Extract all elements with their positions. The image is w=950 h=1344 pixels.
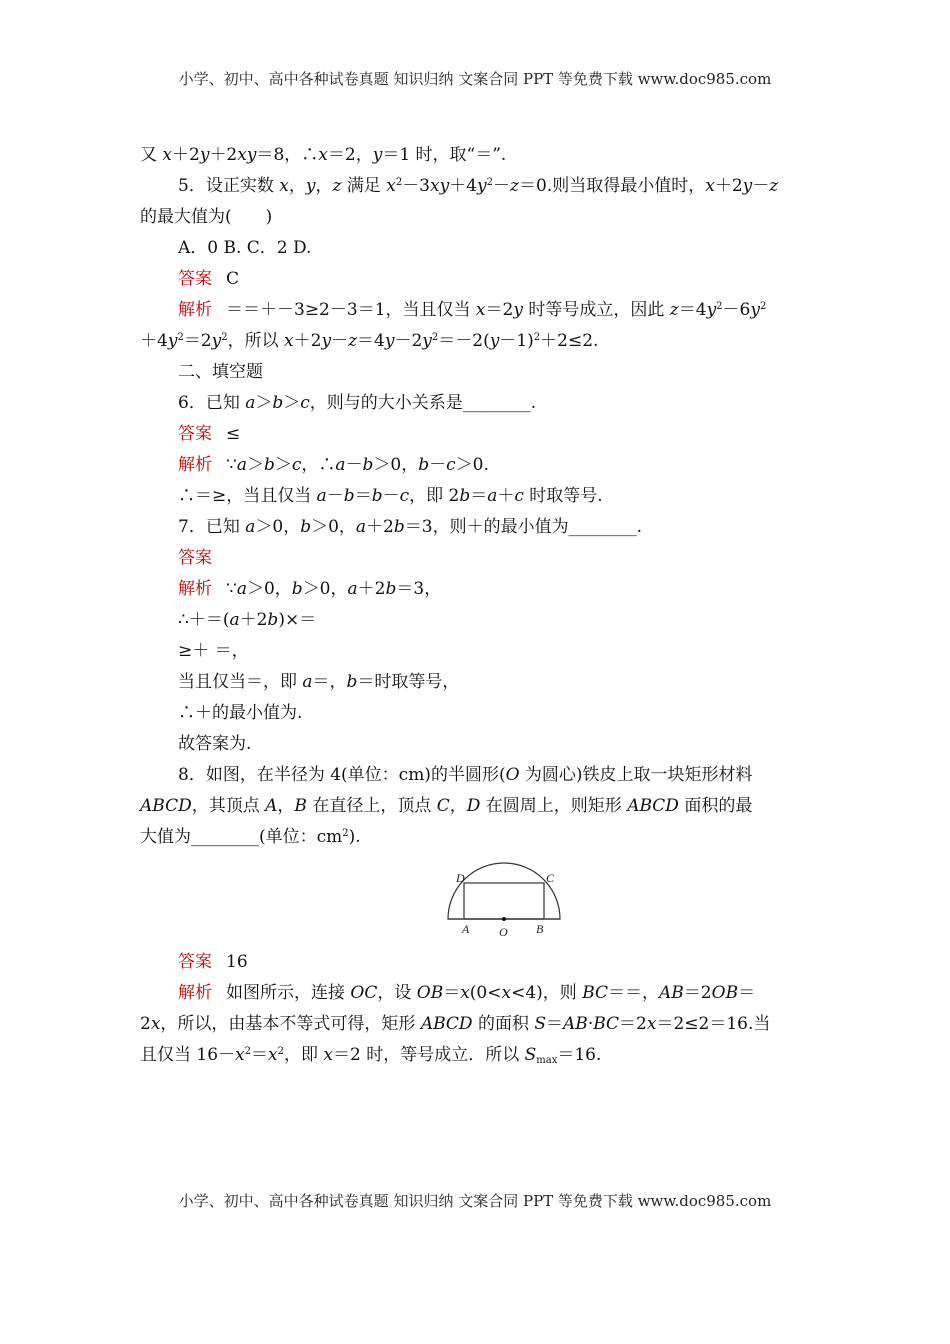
- q5-analysis-line2: $+4y^2=2y^2$，所以 $x+2y-z=4y-2y^2=-2(y-1)^2+2\le 2$.: [140, 331, 599, 351]
- q7-analysis-line4: 当且仅当＝，即 a＝，b＝时取等号，: [178, 672, 460, 692]
- q7-analysis: 解析 ∵a＞0，b＞0，a＋2b＝3，: [178, 579, 442, 599]
- q5-options: A．0 B. C．2 D.: [178, 238, 312, 258]
- semicircle-figure: [140, 861, 812, 941]
- q8-analysis-line3: 且仅当 $16-x^2=x^2$，即 x＝2 时，等号成立．所以 $S_{max}=16$.: [140, 1045, 602, 1066]
- q8-stem: 8．如图，在半径为 4(单位：cm)的半圆形(O 为圆心)铁皮上取一块矩形材料: [178, 765, 753, 785]
- rectangle-abcd: [464, 883, 544, 919]
- answer-tag: 答案: [178, 548, 212, 568]
- q8-stem-line2: ABCD，其顶点 A，B 在直径上，顶点 C，D 在圆周上，则矩形 ABCD 面积的最: [140, 796, 753, 816]
- q7-analysis-line6: 故答案为.: [178, 734, 252, 754]
- semicircle-diagram: [446, 861, 566, 941]
- q6-analysis: 解析 ∵a＞b＞c，∴a－b＞0，b－c＞0.: [178, 455, 489, 475]
- analysis-tag: 解析: [178, 983, 212, 1003]
- q5-stem-line2: 的最大值为( ): [140, 207, 273, 227]
- analysis-tag: 解析: [178, 300, 212, 320]
- q7-answer: [140, 543, 812, 574]
- q7-analysis-line2: ∴＋＝(a＋2b)×＝: [178, 610, 317, 630]
- answer-tag: 答案: [178, 424, 212, 444]
- q6-answer: 答案 ≤: [178, 424, 241, 444]
- q7-stem: 7．已知 a＞0，b＞0，a＋2b＝3，则＋的最小值为________.: [178, 517, 643, 537]
- label-c: C: [546, 871, 555, 885]
- answer-tag: 答案: [178, 952, 212, 972]
- q6-stem: 6．已知 a＞b＞c，则与的大小关系是________.: [178, 393, 537, 413]
- q5-stem: 5．设正实数 x，y，z 满足 $x^2-3xy+4y^2-z=0$.则当取得最小值时，x＋2y－z: [178, 176, 779, 196]
- label-o: O: [499, 925, 508, 939]
- page-footer: 小学、初中、高中各种试卷真题 知识归纳 文案合同 PPT 等免费下载 www.doc985.com: [178, 1192, 772, 1210]
- q8-analysis: 解析 如图所示，连接 OC，设 OB＝x(0<x<4)，则 BC＝＝，AB＝2OB＝: [178, 983, 756, 1003]
- q5-answer: 答案 C: [178, 269, 240, 289]
- label-a: A: [462, 922, 470, 936]
- page-header: 小学、初中、高中各种试卷真题 知识归纳 文案合同 PPT 等免费下载 www.doc985.com: [178, 70, 772, 88]
- q5-analysis: 解析 ＝＝＋－3≥2－3＝1，当且仅当 x＝2y 时等号成立，因此 $z=4y^2-6y^2$: [178, 300, 767, 320]
- semicircle-outline: [448, 863, 560, 919]
- q8-answer: 答案 16: [178, 952, 248, 972]
- document-body: [140, 140, 812, 1071]
- q8-stem-line3: 大值为________(单位：$cm^2$).: [140, 827, 361, 847]
- label-d: D: [456, 871, 465, 885]
- analysis-tag: 解析: [178, 455, 212, 475]
- q7-analysis-line5: ∴＋的最小值为.: [178, 703, 303, 723]
- label-b: B: [536, 922, 544, 936]
- center-point: [502, 917, 506, 921]
- analysis-tag: 解析: [178, 579, 212, 599]
- answer-tag: 答案: [178, 269, 212, 289]
- q8-analysis-line2: 2x，所以，由基本不等式可得，矩形 ABCD 的面积 S＝AB·BC＝2x＝2≤2＝16.当: [140, 1014, 771, 1034]
- section-title: 二、填空题: [178, 362, 263, 382]
- q6-analysis-line2: ∴＝≥，当且仅当 a－b＝b－c，即 2b＝a＋c 时取等号.: [178, 486, 603, 506]
- q7-analysis-line3: ≥＋ ＝，: [178, 641, 249, 661]
- q4-tail-line: 又 x＋2y＋2xy＝8，∴x＝2，y＝1 时，取“＝”.: [140, 145, 507, 165]
